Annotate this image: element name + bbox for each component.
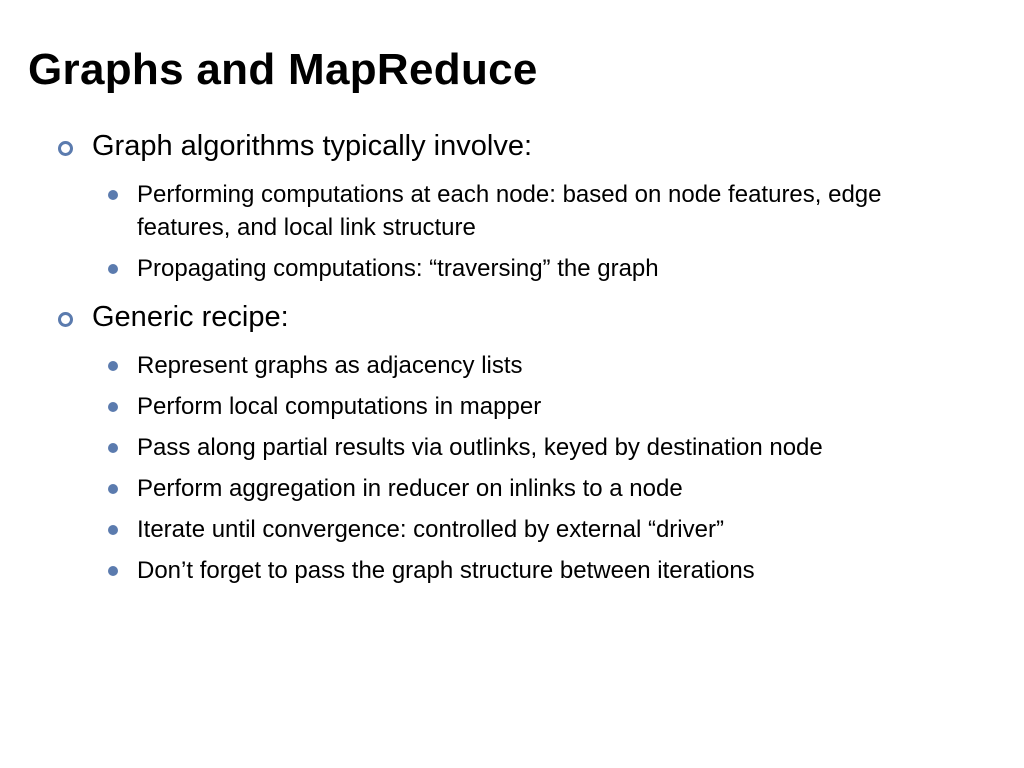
bullet-list [0,178,1024,285]
list-item-text: Propagating computations: “traversing” the graph [137,255,659,282]
list-item-text: Iterate until convergence: controlled by external “driver” [137,516,724,543]
list-item [0,554,1024,587]
section-graph-algorithms [0,126,1024,285]
list-item [0,252,1024,285]
section-heading [0,297,1024,337]
dot-bullet-icon [108,566,118,576]
section-heading-text: Generic recipe: [92,301,289,333]
dot-bullet-icon [108,525,118,535]
list-item [0,513,1024,546]
dot-bullet-icon [108,361,118,371]
list-item-text: Performing computations at each node: based on node features, edge features, and local link structure [137,181,882,241]
dot-bullet-icon [108,443,118,453]
list-item-text: Don’t forget to pass the graph structure between iterations [137,557,755,584]
list-item-text: Pass along partial results via outlinks, keyed by destination node [137,434,823,461]
section-generic-recipe [0,297,1024,587]
bullet-list [0,349,1024,587]
slide-content [0,126,1024,587]
section-heading [0,126,1024,166]
list-item [0,178,1024,244]
list-item-text: Represent graphs as adjacency lists [137,352,523,379]
dot-bullet-icon [108,402,118,412]
list-item [0,431,1024,464]
slide-title: Graphs and MapReduce [28,45,538,94]
dot-bullet-icon [108,190,118,200]
list-item [0,390,1024,423]
list-item-text: Perform aggregation in reducer on inlinks to a node [137,475,683,502]
list-item [0,349,1024,382]
list-item-text: Perform local computations in mapper [137,393,542,420]
dot-bullet-icon [108,484,118,494]
section-heading-text: Graph algorithms typically involve: [92,130,533,162]
ring-bullet-icon [58,141,73,156]
dot-bullet-icon [108,264,118,274]
list-item [0,472,1024,505]
ring-bullet-icon [58,312,73,327]
